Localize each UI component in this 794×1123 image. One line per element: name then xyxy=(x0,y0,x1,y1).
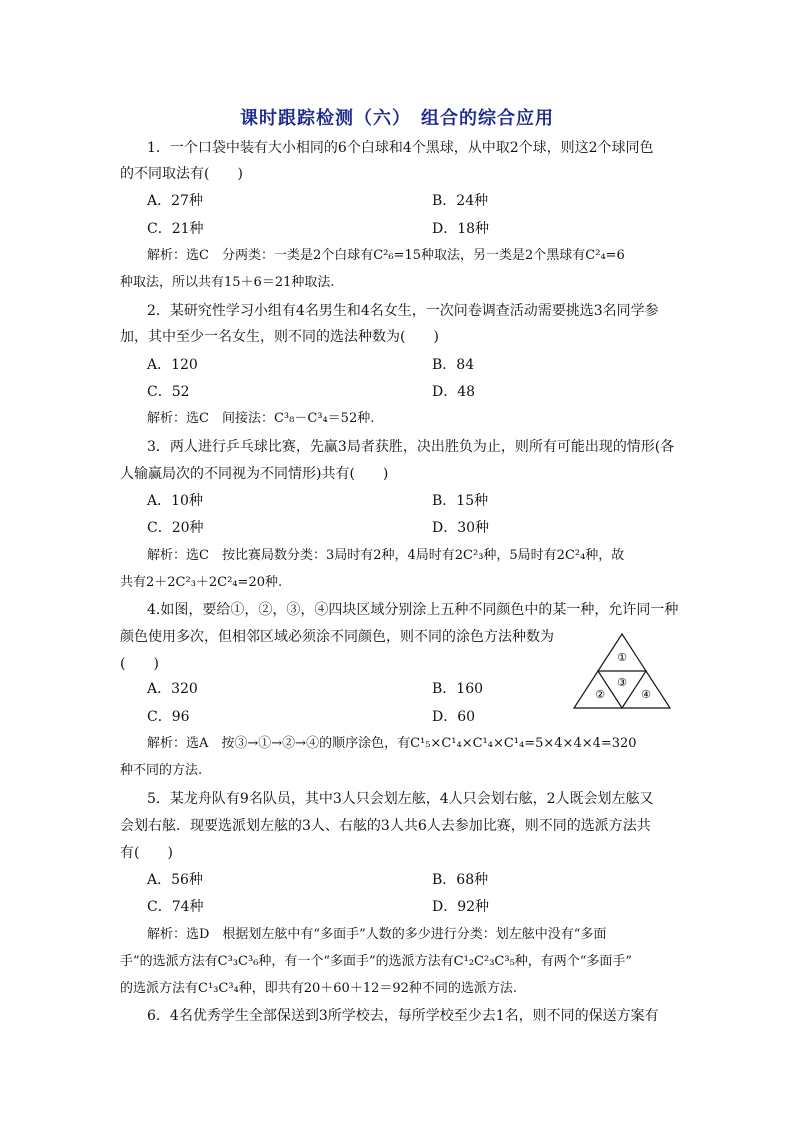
q4-option-a: A．320 xyxy=(147,681,198,697)
q1-analysis-line2: 种取法，所以共有15＋6＝21种取法. xyxy=(120,275,335,290)
q1-option-b: B．24种 xyxy=(432,193,489,209)
q4-stem-line3: ( ) xyxy=(120,656,159,672)
q5-analysis-line1: 解析：选D 根据划左舷中有“多面手”人数的多少进行分类：划左舷中没有“多面 xyxy=(147,927,607,942)
q2-option-b: B．84 xyxy=(432,357,475,373)
q3-option-b: B．15种 xyxy=(432,493,489,509)
q5-option-c: C．74种 xyxy=(147,899,204,915)
q5-option-a: A．56种 xyxy=(147,872,203,888)
page-title: 课时跟踪检测（六） 组合的综合应用 xyxy=(240,108,554,129)
q5-option-b: B．68种 xyxy=(432,872,489,888)
q2-stem-line2: 加，其中至少一名女生，则不同的选法种数为( ) xyxy=(120,329,439,345)
region-4-label: ④ xyxy=(641,688,651,701)
region-1-label: ① xyxy=(617,651,627,664)
q1-option-c: C．21种 xyxy=(147,221,204,237)
q1-option-a: A．27种 xyxy=(147,193,203,209)
q5-analysis-line2: 手”的选派方法有C³₃C³₆种，有一个“多面手”的选派方法有C¹₂C²₃C³₅种，有两个“多面手” xyxy=(120,954,633,969)
q4-stem-line2: 颜色使用多次，但相邻区域必须涂不同颜色，则不同的涂色方法种数为 xyxy=(120,629,554,645)
q3-analysis-line1: 解析：选C 按比赛局数分类：3局时有2种，4局时有2C²₃种，5局时有2C²₄种，故 xyxy=(147,548,625,563)
q4-analysis-line1: 解析：选A 按③→①→②→④的顺序涂色，有C¹₅×C¹₄×C¹₄×C¹₄=5×4×4×4=320 xyxy=(147,736,637,751)
q3-option-d: D．30种 xyxy=(432,520,490,536)
q4-option-b: B．160 xyxy=(432,681,484,697)
q5-stem-line3: 有( ) xyxy=(120,845,173,861)
q2-analysis-line1: 解析：选C 间接法：C³₈－C³₄＝52种. xyxy=(147,411,375,426)
q4-stem-line1: 4.如图，要给①，②，③，④四块区域分别涂上五种不同颜色中的某一种，允许同一种 xyxy=(147,602,679,618)
region-2-label: ② xyxy=(595,688,605,701)
q3-option-c: C．20种 xyxy=(147,520,204,536)
q6-stem-line1: 6．4名优秀学生全部保送到3所学校去，每所学校至少去1名，则不同的保送方案有 xyxy=(147,1008,659,1024)
q5-stem-line1: 5．某龙舟队有9名队员，其中3人只会划左舷，4人只会划右舷，2人既会划左舷又 xyxy=(147,791,654,807)
q1-analysis-line1: 解析：选C 分两类：一类是2个白球有C²₆=15种取法，另一类是2个黑球有C²₄=6 xyxy=(147,248,625,263)
q2-option-a: A．120 xyxy=(147,357,198,373)
q3-stem-line2: 人输赢局次的不同视为不同情形)共有( ) xyxy=(120,466,389,482)
q4-analysis-line2: 种不同的方法. xyxy=(120,763,203,778)
q1-stem-line2: 的不同取法有( ) xyxy=(120,166,243,182)
q3-stem-line1: 3．两人进行乒乓球比赛，先赢3局者获胜，决出胜负为止，则所有可能出现的情形(各 xyxy=(147,439,675,455)
q3-option-a: A．10种 xyxy=(147,493,203,509)
q3-analysis-line2: 共有2＋2C²₃＋2C²₄=20种. xyxy=(120,575,283,590)
q2-option-c: C．52 xyxy=(147,384,190,400)
q2-stem-line1: 2．某研究性学习小组有4名男生和4名女生，一次问卷调查活动需要挑选3名同学参 xyxy=(147,303,659,319)
q5-analysis-line3: 的选派方法有C¹₃C³₄种，即共有20＋60＋12＝92种不同的选派方法. xyxy=(120,981,518,996)
q4-option-c: C．96 xyxy=(147,709,190,725)
q4-option-d: D．60 xyxy=(432,709,476,725)
q1-option-d: D．18种 xyxy=(432,221,490,237)
q5-stem-line2: 会划右舷．现要选派划左舷的3人、右舷的3人共6人去参加比赛，则不同的选派方法共 xyxy=(120,818,651,834)
region-3-label: ③ xyxy=(617,676,627,689)
q1-stem-line1: 1．一个口袋中装有大小相同的6个白球和4个黑球，从中取2个球，则这2个球同色 xyxy=(147,140,654,156)
q5-option-d: D．92种 xyxy=(432,899,490,915)
q2-option-d: D．48 xyxy=(432,384,476,400)
q4-triangle-figure xyxy=(572,632,672,712)
